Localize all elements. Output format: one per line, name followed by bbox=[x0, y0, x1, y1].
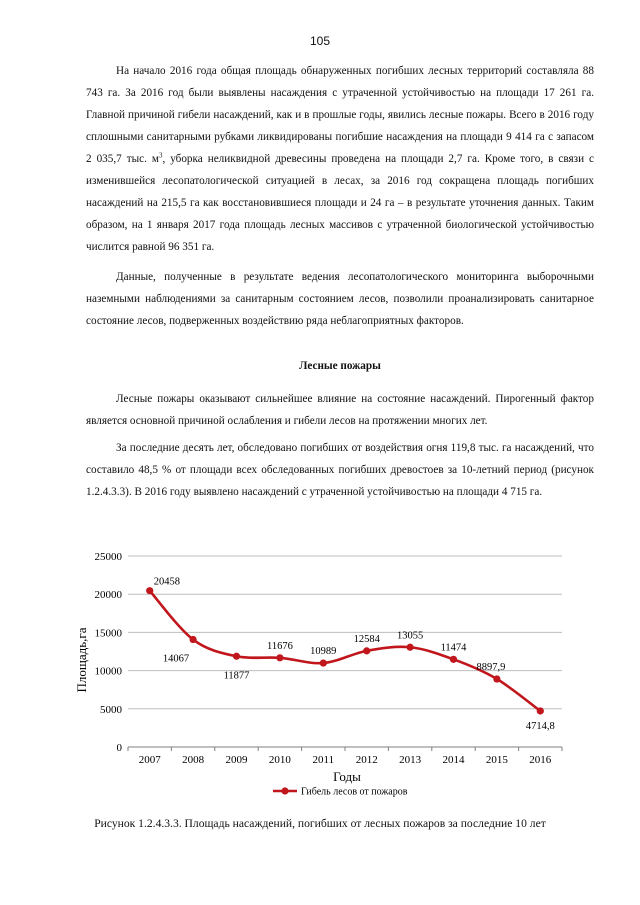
data-point-2008 bbox=[190, 636, 197, 643]
x-tick-label: 2012 bbox=[355, 754, 378, 766]
data-label-2009: 11877 bbox=[223, 670, 250, 682]
paragraph-3-text: Лесные пожары оказывают сильнейшее влияние на состояние насаждений. Пирогенный фактор является основной причиной ослабления и гибели лесов на протяжении многих лет. bbox=[86, 393, 594, 427]
data-label-2013: 13055 bbox=[396, 630, 424, 642]
y-tick-label: 15000 bbox=[94, 627, 122, 640]
data-label-2011: 10989 bbox=[310, 646, 337, 658]
figure-caption: Рисунок 1.2.4.3.3. Площадь насаждений, погибших от лесных пожаров за последние 10 лет bbox=[94, 817, 546, 830]
data-point-2007 bbox=[146, 587, 153, 594]
legend-marker bbox=[281, 787, 288, 794]
cubic-superscript: 3 bbox=[158, 151, 163, 160]
data-label-2016: 4714,8 bbox=[525, 720, 555, 732]
grid-layer bbox=[128, 556, 562, 751]
data-label-2008: 14067 bbox=[162, 653, 190, 665]
data-label-2010: 11676 bbox=[266, 640, 293, 652]
y-ticks bbox=[95, 551, 123, 754]
series-line bbox=[150, 591, 541, 711]
x-ticks bbox=[139, 754, 552, 766]
y-tick-label: 25000 bbox=[94, 551, 122, 563]
paragraph-1 bbox=[86, 60, 594, 258]
data-point-2014 bbox=[450, 656, 457, 663]
y-tick-label: 20000 bbox=[94, 589, 122, 602]
x-tick-label: 2011 bbox=[312, 754, 335, 766]
y-tick-label: 5000 bbox=[100, 703, 122, 716]
data-point-2016 bbox=[537, 707, 544, 714]
paragraph-2-text: Данные, полученные в результате ведения лесопатологического мониторинга выборочными наземными наблюдениями за санитарным состоянием лесов, позволили проанализировать санитарное состояние лесов, подверженных воздействию ряда неблагоприятных факторов. bbox=[86, 271, 594, 327]
data-point-2015 bbox=[493, 675, 500, 682]
y-axis-label: Площадь,га bbox=[74, 627, 89, 693]
section-heading: Лесные пожары bbox=[299, 360, 381, 372]
fire-loss-chart bbox=[72, 545, 572, 805]
paragraph-3 bbox=[86, 388, 594, 432]
y-tick-label: 10000 bbox=[94, 665, 122, 678]
data-points bbox=[146, 587, 544, 714]
x-tick-label: 2014 bbox=[442, 754, 465, 766]
x-tick-label: 2013 bbox=[399, 754, 422, 766]
data-label-2015: 8897,9 bbox=[476, 662, 506, 674]
data-point-2013 bbox=[407, 644, 414, 651]
x-tick-label: 2007 bbox=[138, 754, 161, 766]
data-point-2010 bbox=[276, 654, 283, 661]
data-label-2014: 11474 bbox=[440, 642, 467, 654]
data-label-2007: 20458 bbox=[153, 576, 180, 588]
page-number: 105 bbox=[309, 34, 331, 48]
paragraph-1-tail: , уборка неликвидной древесины проведена на площади 2,7 га. Кроме того, в связи с изменившейся лесопатологической ситуацией в лесах, за 2016 год сокращена площадь погибших насаждений на 215,5 га как восстановившиеся площади и 24 га – в результате уточнения данных. Таким образом, на 1 января 2017 года площадь лесных массивов с утраченной биологической устойчивостью числится равной 96 351 га. bbox=[86, 153, 595, 253]
legend-label: Гибель лесов от пожаров bbox=[301, 786, 408, 798]
data-point-2012 bbox=[363, 647, 370, 654]
data-point-2011 bbox=[320, 659, 327, 666]
x-tick-label: 2008 bbox=[182, 754, 205, 766]
paragraph-4 bbox=[86, 437, 594, 503]
paragraph-4-text: За последние десять лет, обследовано погибших от воздействия огня 119,8 тыс. га насаждений, что составило 48,5 % от площади всех обследованных погибших древостоев за 10-летний период (рисунок 1.2.4.3.3). В 2016 году выявлено насаждений с утраченной устойчивостью на площади 4 715 га. bbox=[86, 442, 594, 498]
data-point-2009 bbox=[233, 653, 240, 660]
x-tick-label: 2016 bbox=[529, 754, 552, 766]
x-tick-label: 2015 bbox=[485, 754, 508, 766]
x-tick-label: 2009 bbox=[225, 754, 248, 766]
legend bbox=[273, 787, 408, 798]
y-tick-label: 0 bbox=[116, 742, 122, 754]
x-axis-label: Годы bbox=[333, 769, 361, 784]
paragraph-1-text: На начало 2016 года общая площадь обнаруженных погибших лесных территорий составляла 88 743 га. За 2016 год были выявлены насаждения с утраченной устойчивостью на площади 17 261 га. Главной причиной гибели насаждений, как и в прошлые годы, явились лесные пожары. Всего в 2016 году сплошными санитарными рубками ликвидированы погибшие насаждения на площади 9 414 га с запасом 2 035,7 тыс. м bbox=[86, 65, 594, 165]
x-tick-label: 2010 bbox=[268, 754, 291, 766]
data-label-2012: 12584 bbox=[353, 633, 380, 645]
paragraph-2 bbox=[86, 266, 594, 332]
